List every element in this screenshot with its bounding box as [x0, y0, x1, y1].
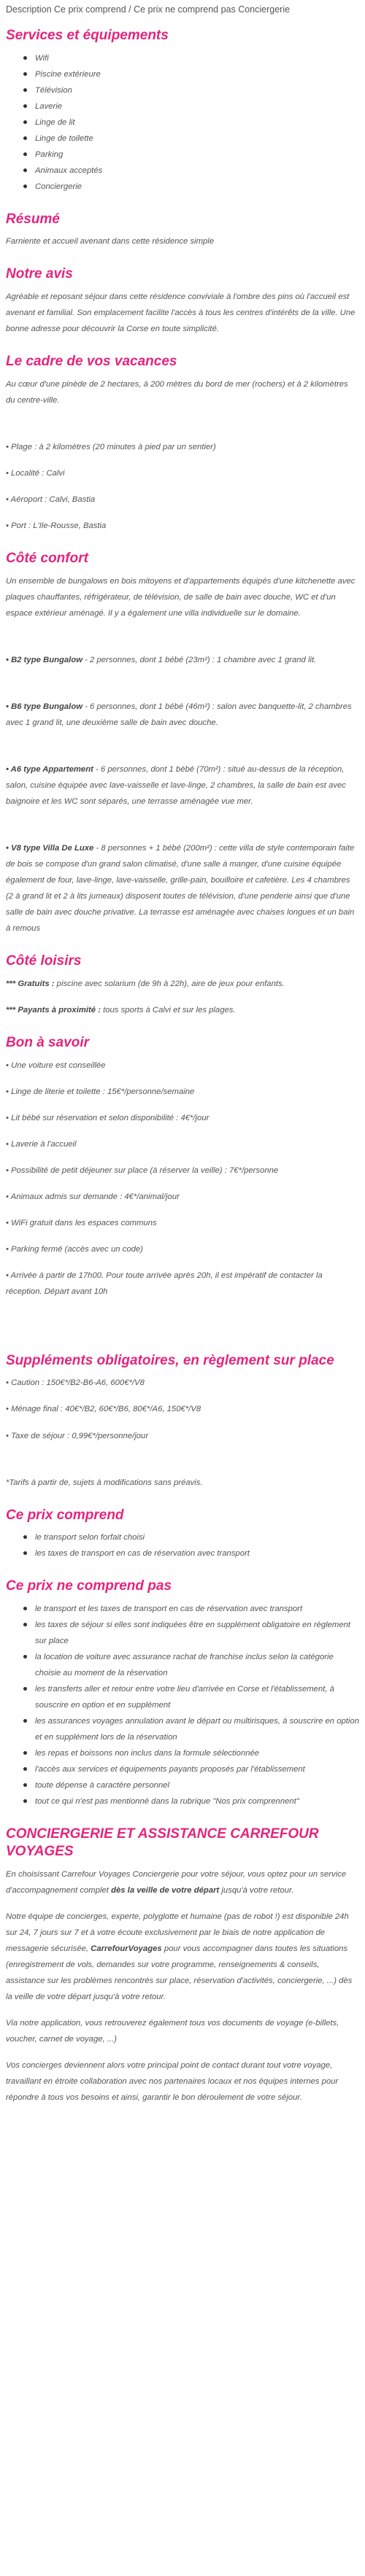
- avis-heading: Notre avis: [6, 266, 73, 282]
- list-item: Laverie: [35, 98, 359, 115]
- conciergerie-p3: Via notre application, vous retrouverez également tous vos documents de voyage (e-billets, voucher, carnet de voyage, ...): [6, 2018, 339, 2044]
- list-item: l'accès aux services et équipements payants proposés par l'établissement: [35, 1761, 359, 1777]
- loisirs-label: *** Gratuits :: [6, 979, 55, 988]
- cadre-port: • Port : L'Ile-Rousse, Bastia: [6, 521, 107, 531]
- tarifs-note: *Tarifs à partir de, sujets à modifications sans préavis.: [6, 1478, 203, 1487]
- loisirs-desc: tous sports à Calvi et sur les plages.: [100, 1005, 236, 1015]
- text-span: Notre équipe de concierges, experte, polyglotte et humaine (pas de robot !) est disponible 24h sur 24, 7 jours sur 7 et à votre écoute exclusivement par le biais de notre application de messagerie sécurisée,: [6, 1912, 349, 1953]
- list-item: les repas et boissons non inclus dans la formule sélectionnée: [35, 1745, 359, 1761]
- supplement-taxe: • Taxe de séjour : 0,99€*/personne/jour: [6, 1431, 149, 1440]
- savoir-item: • Une voiture est conseillée: [6, 1060, 106, 1070]
- accommodation-v8: [6, 840, 359, 936]
- savoir-item: • WiFi gratuit dans les espaces communs: [6, 1218, 157, 1227]
- list-item: Animaux acceptés: [35, 163, 359, 179]
- list-item: Linge de lit: [35, 115, 359, 131]
- savoir-item: • Linge de literie et toilette : 15€*/personne/semaine: [6, 1087, 195, 1096]
- loisirs-heading: Côté loisirs: [6, 953, 82, 969]
- accommodation-name: • V8 type Villa De Luxe: [6, 843, 94, 853]
- conciergerie-heading: CONCIERGERIE ET ASSISTANCE CARREFOUR VOYAGES: [6, 1826, 319, 1860]
- breadcrumb-text: Description Ce prix comprend / Ce prix ne comprend pas Conciergerie: [6, 4, 291, 15]
- list-item: les transferts aller et retour entre votre lieu d'arrivée en Corse et l'établissement, à souscrire en option et en supplément: [35, 1681, 359, 1713]
- list-item: les taxes de séjour si elles sont indiquées être en supplément obligatoire en règlement sur place: [35, 1617, 359, 1649]
- text-span: pour vous accompagner dans toutes les situations (enregistrement de vols, demandes sur votre programme, renseignements & conseils, assistance sur les problèmes rencontrés sur place, réservation d'activités, conciergerie, ...) dès la veille de votre départ jusqu'à votre retour.: [6, 1944, 353, 2001]
- confort-intro: Un ensemble de bungalows en bois mitoyens et d'appartements équipés d'une kitchenette avec plaques chauffantes, réfrigérateur, de télévision, de salle de bain avec douche, WC et d'un espace extérieur aménagé. Il y a également une villa individuelle sur le domaine.: [6, 576, 356, 618]
- list-item: Conciergerie: [35, 179, 359, 195]
- savoir-item: • Laverie à l'accueil: [6, 1139, 77, 1149]
- accommodation-desc: - 6 personnes, dont 1 bébé (70m²) : situé au-dessus de la réception, salon, cuisine équipée avec lave-vaisselle et lave-linge, 2 chambres, la salle de bain est avec baignoire et les WC sont séparés, une terrasse aménagée vue mer.: [6, 764, 346, 806]
- list-item: la location de voiture avec assurance rachat de franchise inclus selon la catégorie choisie au moment de la réservation: [35, 1649, 359, 1681]
- text-span: En choisissant Carrefour Voyages Conciergerie pour votre séjour, vous optez pour un service d'accompagnement complet: [6, 1869, 347, 1895]
- list-item: les taxes de transport en cas de réservation avec transport: [35, 1545, 359, 1561]
- accommodation-name: • B6 type Bungalow: [6, 702, 83, 711]
- list-item: le transport et les taxes de transport en cas de réservation avec transport: [35, 1601, 359, 1617]
- cadre-localite: • Localité : Calvi: [6, 469, 65, 478]
- list-item: toute dépense à caractère personnel: [35, 1777, 359, 1793]
- loisirs-desc: piscine avec solarium (de 9h à 22h), aire de jeux pour enfants.: [54, 979, 285, 988]
- resume-heading: Résumé: [6, 211, 60, 227]
- comprend-list: [6, 1529, 359, 1561]
- accommodation-a6: [6, 761, 359, 810]
- accommodation-b2: [6, 652, 359, 668]
- cadre-heading: Le cadre de vos vacances: [6, 354, 177, 370]
- supplements-heading: Suppléments obligatoires, en règlement sur place: [6, 1352, 334, 1368]
- list-item: Linge de toilette: [35, 131, 359, 147]
- accommodation-name: • A6 type Appartement: [6, 764, 93, 774]
- comprend-heading: Ce prix comprend: [6, 1507, 124, 1523]
- avis-text: Agréable et reposant séjour dans cette résidence conviviale à l'ombre des pins où l'accueil est avenant et familial. Son emplacement facilite l'accès à tous les centres d'intérêts de la ville. Une bonne adresse pour découvrir la Corse en toute simplicité.: [6, 292, 356, 334]
- conciergerie-p2: [6, 1909, 359, 2005]
- list-item: Parking: [35, 147, 359, 163]
- list-item: Télévision: [35, 82, 359, 98]
- loisirs-gratuits: [6, 976, 359, 992]
- accommodation-b6: [6, 699, 359, 731]
- supplement-menage: • Ménage final : 40€*/B2, 60€*/B6, 80€*/A6, 150€*/V8: [6, 1405, 201, 1414]
- list-item: Wifi: [35, 50, 359, 66]
- section-spacer: [6, 1310, 359, 1336]
- accommodation-desc: - 8 personnes + 1 bébé (200m²) : cette villa de style contemporain faite de bois se compose d'un grand salon climatisé, d'une salle à manger, d'une cuisine équipée également de four, lave-linge, lave-vaisselle, grille-pain, bouilloire et cafetière. Les 4 chambres (2 à grand lit et 2 à lits jumeaux) disposent toutes de télévision, d'une penderie ainsi que d'une salle de bain avec douche privative. La terrasse est aménagée avec chaises longues et un bain à remous: [6, 843, 355, 934]
- conciergerie-p4: Vos concierges deviennent alors votre principal point de contact durant tout votre voyage, travaillant en étroite collaboration avec nos partenaires locaux et nos équipes internes pour répondre à tous vos besoins et ainsi, garantir le bon déroulement de votre séjour.: [6, 2060, 339, 2102]
- cadre-plage: • Plage : à 2 kilomètres (20 minutes à pied par un sentier): [6, 442, 216, 451]
- list-item: les assurances voyages annulation avant le départ ou multirisques, à souscrire en option et en supplément lors de la réservation: [35, 1713, 359, 1745]
- services-list: [6, 50, 359, 195]
- list-item: tout ce qui n'est pas mentionné dans la rubrique "Nos prix comprennent": [35, 1793, 359, 1809]
- accommodation-desc: - 6 personnes, dont 1 bébé (46m²) : salon avec banquette-lit, 2 chambres avec 1 grand lit, une deuxième salle de bain avec douche.: [6, 702, 352, 727]
- ne-comprend-heading: Ce prix ne comprend pas: [6, 1578, 172, 1594]
- resume-text: Farniente et accueil avenant dans cette résidence simple: [6, 237, 215, 247]
- text-emphasis: CarrefourVoyages: [91, 1944, 162, 1953]
- list-item: le transport selon forfait choisi: [35, 1529, 359, 1545]
- savoir-heading: Bon à savoir: [6, 1034, 90, 1050]
- confort-heading: Côté confort: [6, 551, 88, 567]
- loisirs-label: *** Payants à proximité :: [6, 1005, 101, 1015]
- savoir-item: • Possibilité de petit déjeuner sur place (à réserver la veille) : 7€*/personne: [6, 1165, 279, 1175]
- text-emphasis: dès la veille de votre départ: [111, 1885, 220, 1895]
- page: [0, 3, 365, 2145]
- accommodation-desc: - 2 personnes, dont 1 bébé (23m²) : 1 chambre avec 1 grand lit.: [82, 655, 317, 664]
- savoir-item: • Animaux admis sur demande : 4€*/animal/jour: [6, 1192, 180, 1201]
- ne-comprend-list: [6, 1601, 359, 1809]
- savoir-item: • Parking fermé (accès avec un code): [6, 1244, 143, 1254]
- list-item: Piscine extérieure: [35, 66, 359, 82]
- text-span: jusqu'à votre retour.: [219, 1885, 294, 1895]
- supplement-caution: • Caution : 150€*/B2-B6-A6, 600€*/V8: [6, 1378, 145, 1388]
- savoir-item: • Lit bébé sur réservation et selon disponibilité : 4€*/jour: [6, 1113, 210, 1122]
- services-heading: Services et équipements: [6, 27, 169, 43]
- loisirs-payants: [6, 1002, 359, 1018]
- cadre-aeroport: • Aéroport : Calvi, Bastia: [6, 495, 96, 505]
- conciergerie-p1: [6, 1866, 359, 1898]
- accommodation-name: • B2 type Bungalow: [6, 655, 83, 664]
- savoir-item: • Arrivée à partir de 17h00. Pour toute arrivée après 20h, il est impératif de contacter la réception. Départ avant 10h: [6, 1270, 323, 1296]
- cadre-intro: Au cœur d'une pinède de 2 hectares, à 200 mètres du bord de mer (rochers) et à 2 kilomètres du centre-ville.: [6, 379, 348, 405]
